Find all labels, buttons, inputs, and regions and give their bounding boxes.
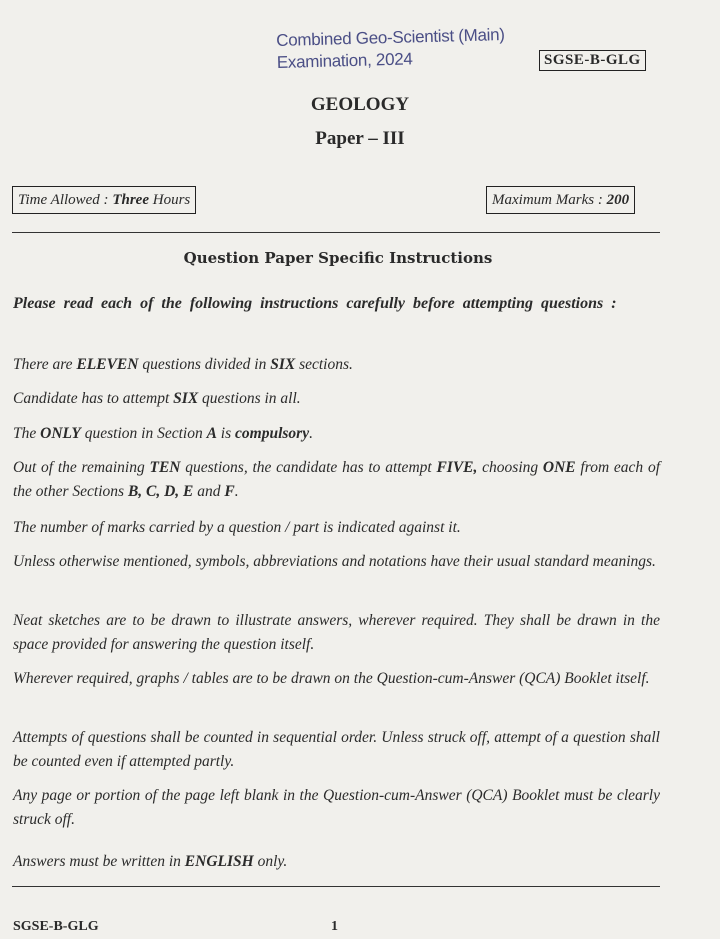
time-value: Three [112,192,149,208]
instruction-4: Out of the remaining TEN questions, the candidate has to attempt FIVE, choosing ONE from each of the other Sections B, C, D, E and F. [13,459,660,500]
page-number: 1 [331,919,338,934]
instruction-2: Candidate has to attempt SIX questions in all. [13,390,301,407]
exam-year: Examination, 2024 [276,49,413,72]
bottom-divider [12,886,660,887]
marks-value: 200 [606,192,630,208]
maximum-marks-box [486,186,635,214]
footer-paper-code: SGSE-B-GLG [13,919,99,934]
instruction-7: Neat sketches are to be drawn to illustrate answers, wherever required. They shall be drawn in the space provided for answering the question itself. [13,612,660,653]
instruction-11: Answers must be written in ENGLISH only. [13,853,288,870]
exam-name: Combined Geo-Scientist (Main) [276,25,505,50]
instruction-10: Any page or portion of the page left blank in the Question-cum-Answer (QCA) Booklet must be clearly struck off. [13,787,660,828]
instruction-1: There are ELEVEN questions divided in SIX sections. [13,356,353,373]
instructions-heading: Question Paper Specific Instructions [183,249,493,267]
time-allowed-box [12,186,196,214]
instruction-6: Unless otherwise mentioned, symbols, abbreviations and notations have their usual standard meanings. [13,553,656,570]
time-label: Time Allowed : [18,192,113,208]
paper-code-box: SGSE-B-GLG [539,50,646,71]
instruction-5: The number of marks carried by a question / part is indicated against it. [13,519,461,536]
time-unit: Hours [148,192,191,208]
top-divider [12,232,660,233]
exam-title-stamp [276,24,506,74]
instructions-lead: Please read each of the following instructions carefully before attempting questions : [13,295,617,312]
instruction-8: Wherever required, graphs / tables are to be drawn on the Question-cum-Answer (QCA) Booklet itself. [13,670,650,687]
subject-title: GEOLOGY [310,94,410,115]
paper-title: Paper – III [315,128,405,149]
instruction-9: Attempts of questions shall be counted in sequential order. Unless struck off, attempt of a question shall be counted even if attempted partly. [13,729,660,770]
marks-label: Maximum Marks : [492,192,607,208]
instruction-3: The ONLY question in Section A is compulsory. [13,425,313,442]
